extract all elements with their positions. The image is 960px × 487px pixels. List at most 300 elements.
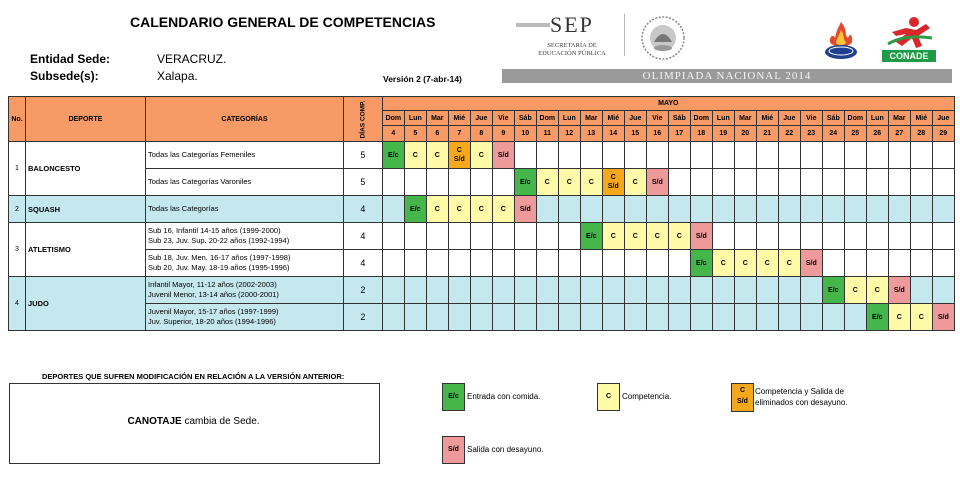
day-cell-empty [668, 250, 690, 277]
legend-ec-label: Entrada con comida. [467, 392, 541, 401]
day-cell-empty [866, 250, 888, 277]
day-cell-empty [690, 196, 712, 223]
col-categorias-header: CATEGORÍAS [146, 97, 344, 142]
day-cell-empty [734, 196, 756, 223]
day-cell-empty [624, 250, 646, 277]
date-header: 13 [580, 126, 602, 142]
day-cell-empty [536, 250, 558, 277]
logo-divider [624, 14, 625, 56]
day-cell-empty [910, 277, 932, 304]
day-cell-empty [404, 277, 426, 304]
category-line: Juvenil Menor, 13-14 años (2000-2001) [148, 290, 279, 299]
day-cell-empty [580, 277, 602, 304]
weekday-header: Jue [624, 111, 646, 126]
day-cell-sd: S/d [646, 169, 668, 196]
day-cell-empty [668, 277, 690, 304]
day-cell-empty [734, 277, 756, 304]
day-cell-empty [382, 169, 404, 196]
category-cell [146, 142, 344, 169]
day-cell-ec: E/c [404, 196, 426, 223]
day-cell-empty [932, 223, 954, 250]
day-cell-empty [866, 169, 888, 196]
day-cell-empty [382, 304, 404, 331]
sep-logo-word: SEP [550, 12, 594, 37]
sport-row [9, 277, 955, 304]
day-cell-empty [514, 250, 536, 277]
day-cell-empty [558, 304, 580, 331]
weekday-header: Mié [602, 111, 624, 126]
date-header: 22 [778, 126, 800, 142]
day-cell-empty [558, 277, 580, 304]
day-cell-empty [844, 304, 866, 331]
category-cell [146, 169, 344, 196]
sport-name: JUDO [26, 277, 146, 331]
weekday-header: Sáb [514, 111, 536, 126]
weekday-header: Mar [426, 111, 448, 126]
day-cell-empty [404, 250, 426, 277]
day-cell-c: C [470, 196, 492, 223]
day-cell-empty [558, 250, 580, 277]
weekday-header: Mar [888, 111, 910, 126]
sport-row [9, 304, 955, 331]
day-cell-empty [536, 142, 558, 169]
day-cell-empty [382, 223, 404, 250]
day-cell-sd: S/d [492, 142, 514, 169]
category-line: Todas las Categorías [148, 204, 219, 213]
day-cell-sd: S/d [888, 277, 910, 304]
day-cell-c: C [668, 223, 690, 250]
day-cell-c: C [910, 304, 932, 331]
weekday-header: Dom [536, 111, 558, 126]
day-cell-c: C [646, 223, 668, 250]
legend-c-label: Competencia. [622, 392, 672, 401]
day-cell-ec: E/c [690, 250, 712, 277]
day-cell-c: C [734, 250, 756, 277]
dias-comp-cell: 4 [344, 250, 383, 277]
day-cell-empty [844, 223, 866, 250]
weekday-header: Lun [712, 111, 734, 126]
date-header: 7 [448, 126, 470, 142]
day-cell-empty [712, 142, 734, 169]
day-cell-sd: S/d [800, 250, 822, 277]
day-cell-empty [822, 304, 844, 331]
day-cell-empty [646, 250, 668, 277]
day-cell-empty [866, 142, 888, 169]
day-cell-empty [690, 277, 712, 304]
day-cell-empty [844, 250, 866, 277]
day-cell-empty [448, 304, 470, 331]
category-line: Sub 18, Juv. Men. 16-17 años (1997-1998) [148, 253, 291, 262]
day-cell-empty [492, 304, 514, 331]
day-cell-empty [690, 142, 712, 169]
category-cell [146, 304, 344, 331]
day-cell-empty [778, 277, 800, 304]
day-cell-c: C [624, 223, 646, 250]
day-cell-empty [514, 304, 536, 331]
date-header: 21 [756, 126, 778, 142]
day-cell-empty [668, 169, 690, 196]
date-header: 27 [888, 126, 910, 142]
day-cell-empty [404, 169, 426, 196]
day-cell-empty [844, 142, 866, 169]
day-cell-ec: E/c [580, 223, 602, 250]
day-cell-empty [888, 223, 910, 250]
day-cell-empty [866, 223, 888, 250]
day-cell-empty [646, 142, 668, 169]
day-cell-empty [778, 196, 800, 223]
sport-row [9, 250, 955, 277]
day-cell-empty [800, 223, 822, 250]
date-header: 19 [712, 126, 734, 142]
date-header: 25 [844, 126, 866, 142]
legend-c-swatch: C [597, 383, 620, 411]
day-cell-empty [690, 304, 712, 331]
modification-description: cambia de Sede. [181, 416, 260, 427]
day-cell-empty [910, 223, 932, 250]
weekday-header: Vie [800, 111, 822, 126]
day-cell-empty [932, 250, 954, 277]
day-cell-empty [470, 250, 492, 277]
day-cell-empty [492, 277, 514, 304]
day-cell-c: C [866, 277, 888, 304]
category-line: Sub 20, Juv. May. 18-19 años (1995-1996) [148, 263, 290, 272]
day-cell-competencia-salida: C S/d [602, 169, 624, 196]
date-header: 24 [822, 126, 844, 142]
weekday-header: Mié [910, 111, 932, 126]
modifications-text [9, 416, 378, 427]
day-cell-empty [734, 223, 756, 250]
version-label: Versión 2 (7-abr-14) [383, 74, 462, 84]
day-cell-empty [580, 196, 602, 223]
day-cell-empty [668, 142, 690, 169]
day-cell-empty [910, 142, 932, 169]
weekday-header: Lun [404, 111, 426, 126]
day-cell-empty [426, 277, 448, 304]
subsede-value: Xalapa. [157, 69, 198, 83]
day-cell-c: C [756, 250, 778, 277]
day-cell-empty [888, 250, 910, 277]
date-header: 29 [932, 126, 954, 142]
col-dias-header: DÍAS COMP. [344, 97, 383, 142]
day-cell-c: C [404, 142, 426, 169]
day-cell-empty [668, 196, 690, 223]
day-cell-c: C [448, 196, 470, 223]
sport-number: 3 [9, 223, 26, 277]
date-header: 6 [426, 126, 448, 142]
category-line: Sub 16, Infantil 14-15 años (1999-2000) [148, 226, 281, 235]
day-cell-empty [822, 169, 844, 196]
conade-logo-text: CONADE [882, 50, 936, 62]
day-cell-empty [536, 196, 558, 223]
day-cell-empty [712, 277, 734, 304]
sport-row [9, 223, 955, 250]
day-cell-empty [756, 223, 778, 250]
day-cell-c: C [426, 196, 448, 223]
day-cell-c: C [844, 277, 866, 304]
day-cell-empty [756, 169, 778, 196]
day-cell-empty [470, 304, 492, 331]
sport-row [9, 169, 955, 196]
sport-number: 2 [9, 196, 26, 223]
legend-sd-label: Salida con desayuno. [467, 445, 544, 454]
weekday-header: Jue [470, 111, 492, 126]
day-cell-empty [866, 196, 888, 223]
day-cell-empty [888, 142, 910, 169]
day-cell-empty [602, 304, 624, 331]
day-cell-empty [448, 169, 470, 196]
day-cell-empty [580, 304, 602, 331]
weekday-header: Dom [690, 111, 712, 126]
day-cell-empty [602, 142, 624, 169]
day-cell-empty [492, 223, 514, 250]
weekday-header: Mié [448, 111, 470, 126]
day-cell-competencia-salida: C S/d [448, 142, 470, 169]
date-header: 12 [558, 126, 580, 142]
day-cell-empty [448, 250, 470, 277]
date-header: 17 [668, 126, 690, 142]
page-title: CALENDARIO GENERAL DE COMPETENCIAS [130, 14, 436, 30]
day-cell-empty [624, 142, 646, 169]
day-cell-empty [492, 250, 514, 277]
date-header: 15 [624, 126, 646, 142]
day-cell-empty [844, 169, 866, 196]
sport-name: ATLETISMO [26, 223, 146, 277]
day-cell-empty [712, 304, 734, 331]
dias-comp-cell: 4 [344, 196, 383, 223]
category-cell [146, 277, 344, 304]
day-cell-empty [426, 250, 448, 277]
day-cell-empty [404, 304, 426, 331]
day-cell-empty [778, 169, 800, 196]
day-cell-empty [668, 304, 690, 331]
day-cell-empty [558, 223, 580, 250]
date-header: 10 [514, 126, 536, 142]
legend-ec-swatch: E/c [442, 383, 465, 411]
header-row-month [9, 97, 955, 111]
dias-comp-cell: 5 [344, 169, 383, 196]
day-cell-empty [712, 169, 734, 196]
day-cell-empty [822, 142, 844, 169]
sport-number: 1 [9, 142, 26, 196]
day-cell-empty [778, 304, 800, 331]
day-cell-empty [536, 223, 558, 250]
day-cell-empty [426, 304, 448, 331]
weekday-header: Dom [844, 111, 866, 126]
sede-label: Entidad Sede: [30, 52, 111, 66]
day-cell-empty [580, 250, 602, 277]
day-cell-empty [404, 223, 426, 250]
day-cell-sd: S/d [690, 223, 712, 250]
day-cell-empty [624, 304, 646, 331]
date-header: 16 [646, 126, 668, 142]
day-cell-empty [624, 277, 646, 304]
day-cell-ec: E/c [822, 277, 844, 304]
category-line: Juv. Superior, 18-20 años (1994-1996) [148, 317, 276, 326]
weekday-header: Jue [932, 111, 954, 126]
day-cell-empty [800, 304, 822, 331]
day-cell-empty [910, 196, 932, 223]
day-cell-empty [932, 196, 954, 223]
day-cell-empty [822, 196, 844, 223]
day-cell-c: C [778, 250, 800, 277]
day-cell-empty [558, 142, 580, 169]
olimpiada-banner: OLIMPIADA NACIONAL 2014 [502, 69, 952, 83]
category-line: Todas las Categorías Varoniles [148, 177, 252, 186]
legend-sd-swatch: S/d [442, 436, 465, 464]
category-line: Juvenil Mayor, 15-17 años (1997-1999) [148, 307, 279, 316]
flame-emblem-icon [822, 18, 860, 64]
day-cell-empty [492, 169, 514, 196]
day-cell-empty [756, 277, 778, 304]
weekday-header: Vie [646, 111, 668, 126]
day-cell-ec: E/c [514, 169, 536, 196]
sport-number: 4 [9, 277, 26, 331]
month-header: MAYO [382, 97, 954, 111]
sport-row [9, 142, 955, 169]
day-cell-empty [536, 277, 558, 304]
legend-cs-label: Competencia y Salida de eliminados con desayuno. [755, 387, 848, 407]
day-cell-empty [800, 196, 822, 223]
modifications-title: DEPORTES QUE SUFREN MODIFICACIÓN EN RELACIÓN A LA VERSIÓN ANTERIOR: [42, 372, 345, 381]
day-cell-empty [734, 142, 756, 169]
day-cell-empty [778, 223, 800, 250]
day-cell-empty [910, 169, 932, 196]
day-cell-empty [448, 223, 470, 250]
day-cell-c: C [888, 304, 910, 331]
day-cell-empty [470, 277, 492, 304]
dias-comp-cell: 2 [344, 277, 383, 304]
day-cell-empty [734, 304, 756, 331]
day-cell-empty [888, 169, 910, 196]
day-cell-empty [602, 250, 624, 277]
date-header: 28 [910, 126, 932, 142]
weekday-header: Dom [382, 111, 404, 126]
day-cell-empty [426, 223, 448, 250]
dias-comp-cell: 4 [344, 223, 383, 250]
date-header: 20 [734, 126, 756, 142]
day-cell-c: C [426, 142, 448, 169]
day-cell-empty [646, 304, 668, 331]
day-cell-c: C [712, 250, 734, 277]
day-cell-ec: E/c [382, 142, 404, 169]
dias-comp-cell: 5 [344, 142, 383, 169]
date-header: 26 [866, 126, 888, 142]
day-cell-empty [800, 169, 822, 196]
day-cell-ec: E/c [866, 304, 888, 331]
day-cell-c: C [580, 169, 602, 196]
category-cell [146, 250, 344, 277]
weekday-header: Lun [558, 111, 580, 126]
day-cell-c: C [602, 223, 624, 250]
day-cell-empty [932, 169, 954, 196]
day-cell-empty [646, 277, 668, 304]
sede-value: VERACRUZ. [157, 52, 227, 66]
date-header: 4 [382, 126, 404, 142]
day-cell-empty [690, 169, 712, 196]
day-cell-empty [558, 196, 580, 223]
day-cell-empty [514, 223, 536, 250]
day-cell-empty [910, 250, 932, 277]
day-cell-empty [514, 142, 536, 169]
dias-comp-cell: 2 [344, 304, 383, 331]
day-cell-c: C [624, 169, 646, 196]
day-cell-empty [756, 196, 778, 223]
day-cell-empty [932, 142, 954, 169]
day-cell-empty [602, 196, 624, 223]
day-cell-empty [470, 169, 492, 196]
sport-row [9, 196, 955, 223]
day-cell-empty [800, 277, 822, 304]
weekday-header: Mié [756, 111, 778, 126]
date-header: 11 [536, 126, 558, 142]
weekday-header: Vie [492, 111, 514, 126]
date-header: 23 [800, 126, 822, 142]
subsede-label: Subsede(s): [30, 69, 99, 83]
sep-logo-subtitle: SECRETARÍA DE EDUCACIÓN PÚBLICA [538, 42, 606, 57]
day-cell-empty [646, 196, 668, 223]
date-header: 18 [690, 126, 712, 142]
modified-sport-name: CANOTAJE [127, 416, 182, 427]
day-cell-empty [382, 196, 404, 223]
day-cell-c: C [470, 142, 492, 169]
col-deporte-header: DEPORTE [26, 97, 146, 142]
date-header: 14 [602, 126, 624, 142]
legend-cs-swatch: C S/d [731, 383, 754, 412]
day-cell-empty [822, 250, 844, 277]
day-cell-empty [536, 304, 558, 331]
conade-runner-icon [884, 16, 936, 50]
day-cell-empty [382, 277, 404, 304]
day-cell-empty [426, 169, 448, 196]
mexico-seal-icon [636, 14, 690, 62]
day-cell-empty [734, 169, 756, 196]
day-cell-empty [800, 142, 822, 169]
sport-name: SQUASH [26, 196, 146, 223]
competition-calendar-table [8, 96, 955, 331]
day-cell-sd: S/d [932, 304, 954, 331]
weekday-header: Jue [778, 111, 800, 126]
category-line: Todas las Categorías Femeniles [148, 150, 256, 159]
day-cell-empty [580, 142, 602, 169]
weekday-header: Mar [580, 111, 602, 126]
day-cell-empty [778, 142, 800, 169]
day-cell-empty [514, 277, 536, 304]
date-header: 5 [404, 126, 426, 142]
date-header: 8 [470, 126, 492, 142]
weekday-header: Mar [734, 111, 756, 126]
day-cell-c: C [492, 196, 514, 223]
day-cell-empty [756, 142, 778, 169]
day-cell-empty [932, 277, 954, 304]
day-cell-empty [888, 196, 910, 223]
date-header: 9 [492, 126, 514, 142]
weekday-header: Lun [866, 111, 888, 126]
day-cell-empty [448, 277, 470, 304]
day-cell-c: C [536, 169, 558, 196]
day-cell-empty [382, 250, 404, 277]
category-line: Infantil Mayor, 11-12 años (2002-2003) [148, 280, 277, 289]
weekday-header: Sáb [668, 111, 690, 126]
category-cell [146, 223, 344, 250]
day-cell-empty [712, 223, 734, 250]
day-cell-c: C [558, 169, 580, 196]
day-cell-empty [602, 277, 624, 304]
category-line: Sub 23, Juv. Sup. 20-22 años (1992-1994) [148, 236, 290, 245]
day-cell-empty [844, 196, 866, 223]
day-cell-empty [756, 304, 778, 331]
day-cell-sd: S/d [514, 196, 536, 223]
sport-name: BALONCESTO [26, 142, 146, 196]
